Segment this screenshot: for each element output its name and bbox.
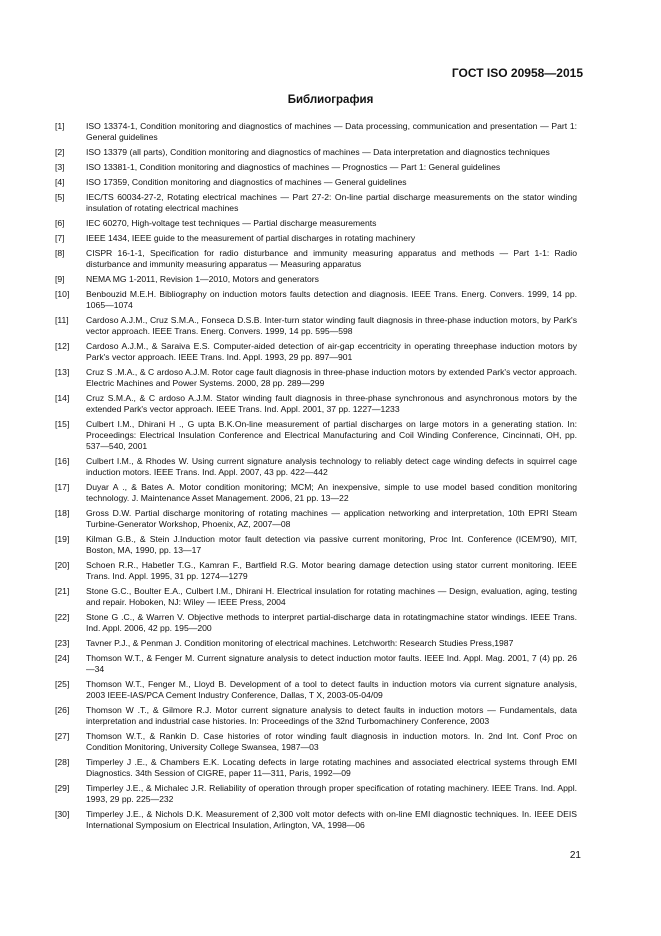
- entry-number: [28]: [55, 757, 70, 767]
- entry-text: NEMA MG 1-2011, Revision 1—2010, Motors and generators: [86, 274, 319, 284]
- entry-text: Thomson W.T., & Rankin D. Case histories of rotor winding fault diagnosis in induction motors. In. 2nd Int. Conf Proc on Condition Monitoring, University College Swansea, 1987—03: [86, 731, 577, 752]
- bibliography-entry: [55, 289, 577, 311]
- bibliography-entry: [55, 705, 577, 727]
- bibliography-entry: [55, 233, 577, 244]
- entry-number: [21]: [55, 586, 70, 596]
- entry-number: [9]: [55, 274, 65, 284]
- entry-number: [24]: [55, 653, 70, 663]
- entry-text: ISO 13381-1, Condition monitoring and diagnostics of machines — Prognostics — Part 1: General guidelines: [86, 162, 501, 172]
- bibliography-entry: [55, 192, 577, 214]
- entry-text: Culbert I.M., Dhirani H ., G upta B.K.On-line measurement of partial discharges on large motors in a generating station. In: Proceedings: Electrical Insulation Conference and Electrical Manufacturing and Coil Winding Conference, Cincinnati, OH, pp. 537—540, 2001: [86, 419, 577, 451]
- bibliography-entry: [55, 147, 577, 158]
- bibliography-entry: [55, 248, 577, 270]
- page-title: Библиография: [287, 94, 374, 106]
- entry-text: Culbert I.M., & Rhodes W. Using current signature analysis technology to reliably detect cage winding defects in squirrel cage induction motors. IEEE Trans. Ind. Appl. 2007, 43 pp. 422—442: [86, 456, 577, 477]
- bibliography-entry: [55, 679, 577, 701]
- entry-number: [16]: [55, 456, 70, 466]
- entry-text: ISO 13379 (all parts), Condition monitoring and diagnostics of machines — Data interpretation and diagnostics techniques: [86, 147, 550, 157]
- entry-number: [20]: [55, 560, 70, 570]
- entry-number: [29]: [55, 783, 70, 793]
- bibliography-entry: [55, 731, 577, 753]
- bibliography-entry: [55, 419, 577, 452]
- entry-text: Tavner P.J., & Penman J. Condition monitoring of electrical machines. Letchworth: Research Studies Press,1987: [86, 638, 514, 648]
- bibliography-entry: [55, 393, 577, 415]
- bibliography-entry: [55, 177, 577, 188]
- entry-text: Gross D.W. Partial discharge monitoring of rotating machines — application networking and interpretation, 10th EPRI Steam Turbine-Generator Workshop, Phoenix, AZ, 2007—08: [86, 508, 577, 529]
- bibliography-entry: [55, 218, 577, 229]
- bibliography-entry: [55, 121, 577, 143]
- entry-text: Duyar A ., & Bates A. Motor condition monitoring; MCM; An inexpensive, simple to use model based condition monitoring technology. J. Maintenance Asset Management. 2006, 21 pp. 13—22: [86, 482, 577, 503]
- entry-number: [26]: [55, 705, 70, 715]
- bibliography-entry: [55, 315, 577, 337]
- entry-text: Timperley J.E., & Michalec J.R. Reliability of operation through proper specification of rotating machinery. IEEE Trans. Ind. Appl. 1993, 29 pp. 225—232: [86, 783, 577, 804]
- bibliography-entry: [55, 809, 577, 831]
- entry-text: Benbouzid M.E.H. Bibliography on induction motors faults detection and diagnosis. IEEE Trans. Energ. Convers. 1999, 14 pp. 1065—1074: [86, 289, 577, 310]
- entry-number: [12]: [55, 341, 70, 351]
- entry-text: ISO 13374-1, Condition monitoring and diagnostics of machines — Data processing, communication and presentation — Part 1: General guidelines: [86, 121, 577, 142]
- entry-text: Cruz S.M.A., & C ardoso A.J.M. Stator winding fault diagnosis in three-phase synchronous and asynchronous motors by the extended Park's vector approach. IEEE Trans. Ind. Appl. 2001, 37 pp. 1227—1233: [86, 393, 577, 414]
- entry-number: [6]: [55, 218, 65, 228]
- bibliography-entry: [55, 757, 577, 779]
- entry-number: [18]: [55, 508, 70, 518]
- bibliography-entry: [55, 586, 577, 608]
- bibliography-entry: [55, 783, 577, 805]
- bibliography-entry: [55, 653, 577, 675]
- entry-number: [5]: [55, 192, 65, 202]
- entry-text: CISPR 16-1-1, Specification for radio disturbance and immunity measuring apparatus and methods — Part 1-1: Radio disturbance and immunity measuring apparatus — Measuring apparatus: [86, 248, 577, 269]
- entry-number: [30]: [55, 809, 70, 819]
- bibliography-entry: [55, 456, 577, 478]
- entry-text: Thomson W .T., & Gilmore R.J. Motor current signature analysis to detect faults in induction motors — Fundamentals, data interpretation and industrial case histories. In: Proceedings of the 32nd Turbomachinery Conference, 2003: [86, 705, 577, 726]
- entry-number: [7]: [55, 233, 65, 243]
- bibliography-entry: [55, 534, 577, 556]
- bibliography-entry: [55, 367, 577, 389]
- entry-number: [25]: [55, 679, 70, 689]
- entry-text: Thomson W.T., Fenger M., Lloyd B. Development of a tool to detect faults in induction motors via current signature analysis, 2003 IEEE-IAS/PCA Cement Industry Conference, Dallas, T X, 2003-05-04/09: [86, 679, 577, 700]
- document-code: ГОСТ ISO 20958—2015: [451, 66, 583, 80]
- bibliography-entry: [55, 341, 577, 363]
- bibliography-entry: [55, 638, 577, 649]
- entry-text: IEEE 1434, IEEE guide to the measurement of partial discharges in rotating machinery: [86, 233, 416, 243]
- bibliography-entry: [55, 612, 577, 634]
- entry-text: Cardoso A.J.M., Cruz S.M.A., Fonseca D.S.B. Inter-turn stator winding fault diagnosis in three-phase induction motors, by Park's vector approach. IEEE Trans. Energ. Convers. 1999, 14 pp. 595—598: [86, 315, 577, 336]
- entry-text: Thomson W.T., & Fenger M. Current signature analysis to detect induction motor faults. IEEE Ind. Appl. Mag. 2001, 7 (4) pp. 26—34: [86, 653, 577, 674]
- entry-number: [3]: [55, 162, 65, 172]
- entry-number: [15]: [55, 419, 70, 429]
- entry-number: [11]: [55, 315, 69, 325]
- entry-number: [1]: [55, 121, 65, 131]
- entry-number: [27]: [55, 731, 70, 741]
- entry-number: [14]: [55, 393, 70, 403]
- page-number: 21: [569, 850, 581, 861]
- entry-number: [2]: [55, 147, 65, 157]
- bibliography-list: [55, 121, 577, 835]
- entry-text: Stone G .C., & Warren V. Objective methods to interpret partial-discharge data in rotatingmachine stator windings. IEEE Trans. Ind. Appl. 2006, 42 pp. 195—200: [86, 612, 577, 633]
- entry-text: Cardoso A.J.M., & Saraiva E.S. Computer-aided detection of air-gap eccentricity in operating threephase induction motors by Park's vector approach. IEEE Trans. Ind. Appl. 1993, 29 pp. 897—901: [86, 341, 577, 362]
- entry-text: Timperley J .E., & Chambers E.K. Locating defects in large rotating machines and associated electrical systems through EMI Diagnostics. 34th Session of CIGRE, paper 11—311, Paris, 1992—09: [86, 757, 577, 778]
- bibliography-entry: [55, 508, 577, 530]
- entry-number: [8]: [55, 248, 65, 258]
- entry-text: Cruz S .M.A., & C ardoso A.J.M. Rotor cage fault diagnosis in three-phase induction motors by extended Park's vector approach. Electric Machines and Power Systems. 2000, 28 pp. 289—299: [86, 367, 577, 388]
- entry-text: Stone G.C., Boulter E.A., Culbert I.M., Dhirani H. Electrical insulation for rotating machines — Design, evaluation, aging, testing and repair. Hoboken, NJ: Wiley — IEEE Press, 2004: [86, 586, 577, 607]
- entry-text: Timperley J.E., & Nichols D.K. Measurement of 2,300 volt motor defects with on-line EMI diagnostic techniques. In. IEEE DEIS International Symposium on Electrical Insulation, Arlington, VA, 1998—06: [86, 809, 577, 830]
- entry-number: [22]: [55, 612, 70, 622]
- bibliography-entry: [55, 162, 577, 173]
- bibliography-entry: [55, 274, 577, 285]
- bibliography-entry: [55, 482, 577, 504]
- entry-number: [17]: [55, 482, 70, 492]
- bibliography-entry: [55, 560, 577, 582]
- entry-text: IEC/TS 60034-27-2, Rotating electrical machines — Part 27-2: On-line partial discharge measurements on the stator winding insulation of rotating electrical machines: [86, 192, 577, 213]
- entry-text: IEC 60270, High-voltage test techniques — Partial discharge measurements: [86, 218, 377, 228]
- entry-text: Schoen R.R., Habetler T.G., Kamran F., Bartfield R.G. Motor bearing damage detection using stator current monitoring. IEEE Trans. Ind. Appl. 1995, 31 pp. 1274—1279: [86, 560, 577, 581]
- entry-text: Kilman G.B., & Stein J.Induction motor fault detection via passive current monitoring, Proc Int. Conference (ICEM'90), MIT, Boston, MA, 1990, pp. 13—17: [86, 534, 577, 555]
- entry-number: [23]: [55, 638, 70, 648]
- entry-number: [13]: [55, 367, 70, 377]
- entry-number: [19]: [55, 534, 70, 544]
- entry-number: [10]: [55, 289, 70, 299]
- entry-number: [4]: [55, 177, 65, 187]
- entry-text: ISO 17359, Condition monitoring and diagnostics of machines — General guidelines: [86, 177, 407, 187]
